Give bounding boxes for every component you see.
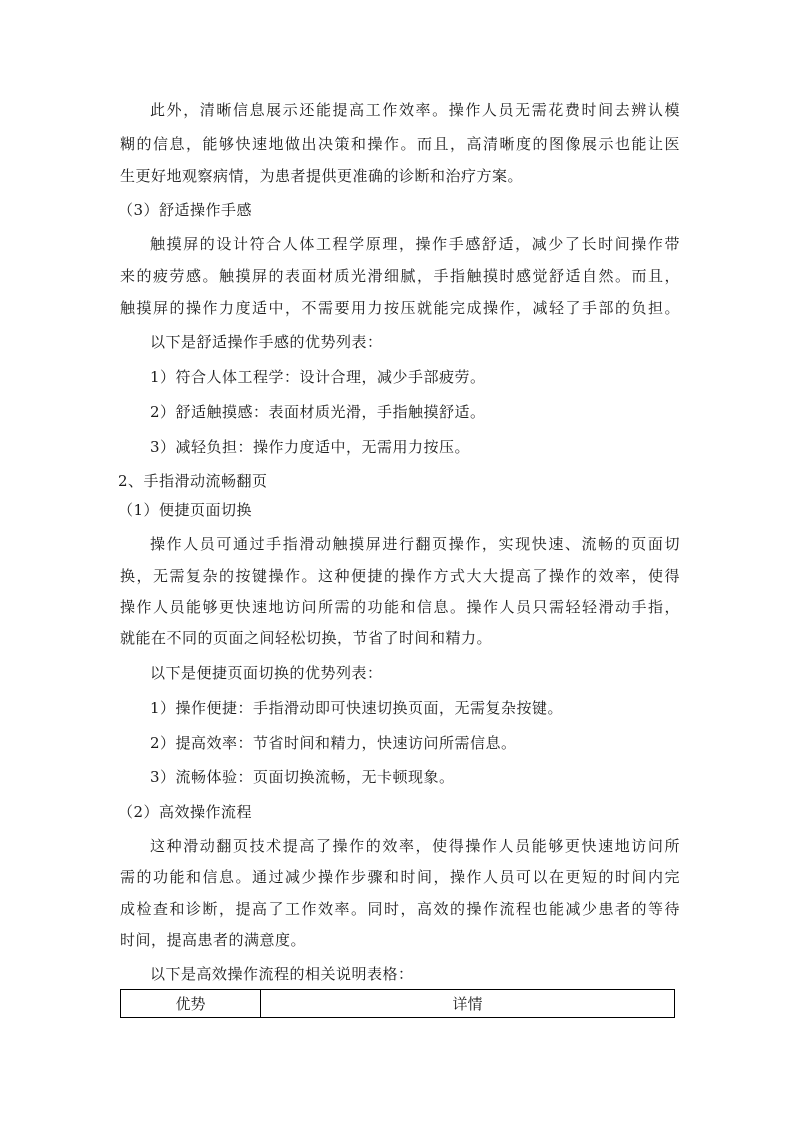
list-item: 2）舒适触摸感：表面材质光滑，手指触摸舒适。 — [150, 403, 486, 421]
paragraph-line: 换，无需复杂的按键操作。这种便捷的操作方式大大提高了操作的效率，使得 — [120, 567, 680, 585]
subsection-heading: （1）便捷页面切换 — [118, 501, 253, 519]
paragraph-line: 此外，清晰信息展示还能提高工作效率。操作人员无需花费时间去辨认模 — [150, 101, 680, 119]
list-item: 3）减轻负担：操作力度适中，无需用力按压。 — [150, 438, 471, 456]
list-intro: 以下是舒适操作手感的优势列表： — [150, 333, 383, 351]
list-item: 3）流畅体验：页面切换流畅，无卡顿现象。 — [150, 768, 455, 786]
paragraph-line: 就能在不同的页面之间轻松切换，节省了时间和精力。 — [120, 629, 493, 647]
list-item: 2）提高效率：节省时间和精力，快速访问所需信息。 — [150, 734, 517, 752]
paragraph-line: 触摸屏的操作力度适中，不需要用力按压就能完成操作，减轻了手部的负担。 — [120, 299, 680, 317]
section-heading: 2、手指滑动流畅翻页 — [118, 472, 268, 490]
paragraph-line: 操作人员可通过手指滑动触摸屏进行翻页操作，实现快速、流畅的页面切 — [150, 535, 680, 553]
paragraph-line: 时间，提高患者的满意度。 — [120, 931, 307, 949]
paragraph-line: 成检查和诊断，提高了工作效率。同时，高效的操作流程也能减少患者的等待 — [120, 900, 680, 918]
paragraph-line: 操作人员能够更快速地访问所需的功能和信息。操作人员只需轻轻滑动手指， — [120, 598, 680, 616]
paragraph-line: 这种滑动翻页技术提高了操作的效率，使得操作人员能够更快速地访问所 — [150, 837, 680, 855]
paragraph-line: 触摸屏的设计符合人体工程学原理，操作手感舒适，减少了长时间操作带 — [150, 235, 680, 253]
paragraph-line: 糊的信息，能够快速地做出决策和操作。而且，高清晰度的图像展示也能让医 — [120, 135, 680, 153]
list-intro: 以下是便捷页面切换的优势列表： — [150, 664, 383, 682]
list-item: 1）符合人体工程学：设计合理，减少手部疲劳。 — [150, 368, 486, 386]
workflow-table — [120, 989, 675, 1018]
section-heading: （3）舒适操作手感 — [118, 201, 253, 219]
subsection-heading: （2）高效操作流程 — [118, 803, 253, 821]
table-intro: 以下是高效操作流程的相关说明表格： — [150, 965, 414, 983]
table-header-details: 详情 — [261, 990, 675, 1018]
list-item: 1）操作便捷：手指滑动即可快速切换页面，无需复杂按键。 — [150, 699, 564, 717]
table-header-advantage: 优势 — [121, 990, 261, 1018]
paragraph-line: 生更好地观察病情，为患者提供更准确的诊断和治疗方案。 — [120, 167, 524, 185]
paragraph-line: 需的功能和信息。通过减少操作步骤和时间，操作人员可以在更短的时间内完 — [120, 868, 680, 886]
table-header-row — [121, 990, 675, 1018]
paragraph-line: 来的疲劳感。触摸屏的表面材质光滑细腻，手指触摸时感觉舒适自然。而且， — [120, 267, 680, 285]
